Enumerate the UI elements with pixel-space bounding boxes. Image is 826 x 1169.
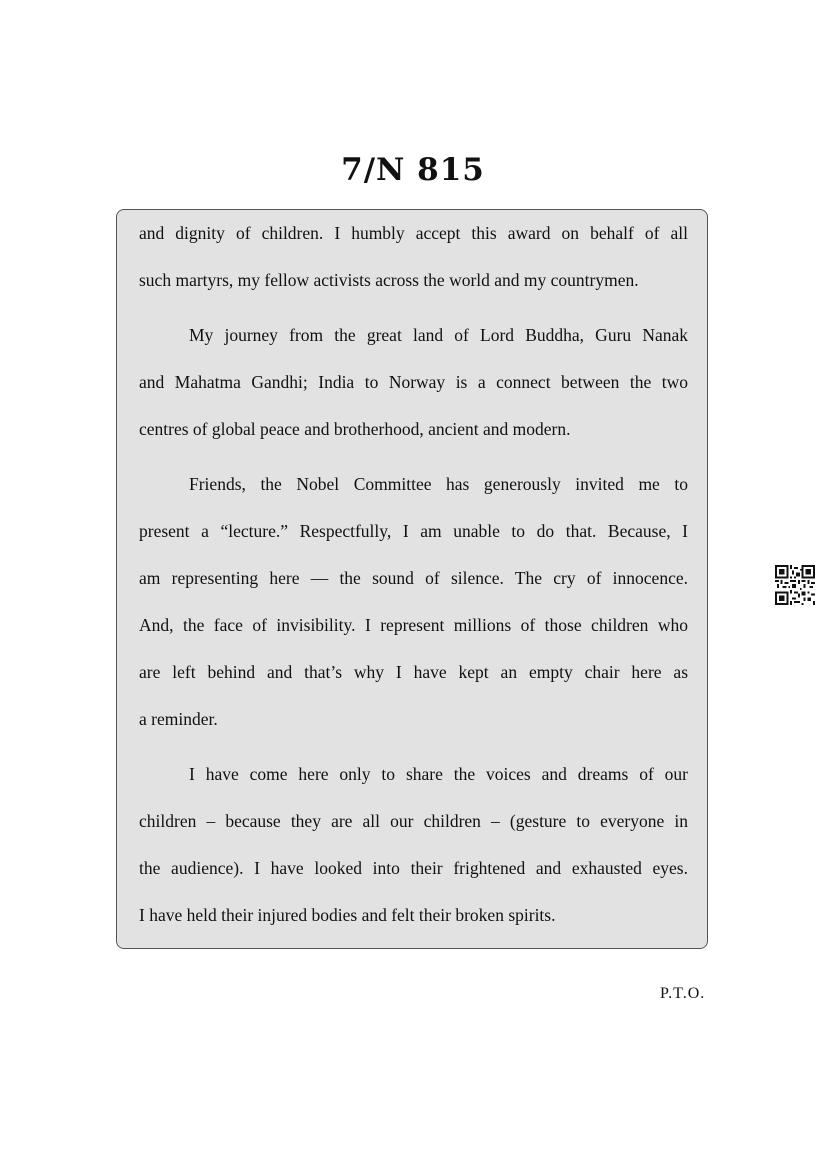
- text-line: the audience). I have looked into their frightened and exhausted eyes.: [139, 858, 688, 878]
- text-line: And, the face of invisibility. I represent millions of those children who: [139, 615, 688, 635]
- text-line: I have held their injured bodies and felt their broken spirits.: [139, 905, 556, 925]
- pto-label: P.T.O.: [660, 985, 706, 1002]
- text-line: such martyrs, my fellow activists across the world and my countrymen.: [139, 270, 639, 290]
- paragraph-4: [139, 761, 688, 949]
- text-line: Friends, the Nobel Committee has generously invited me to: [189, 474, 688, 494]
- text-line: am representing here — the sound of silence. The cry of innocence.: [139, 568, 688, 588]
- page-title: 7/N 815: [341, 152, 485, 188]
- paragraph-3: [139, 471, 688, 753]
- paragraph-1: [139, 220, 688, 314]
- text-line: and dignity of children. I humbly accept this award on behalf of all: [139, 223, 688, 243]
- text-line: My journey from the great land of Lord Buddha, Guru Nanak: [189, 325, 688, 345]
- passage-box: [116, 209, 708, 949]
- paragraph-2: [139, 322, 688, 463]
- text-line: present a “lecture.” Respectfully, I am unable to do that. Because, I: [139, 521, 688, 541]
- text-line: I have come here only to share the voices and dreams of our: [189, 764, 688, 784]
- text-line: a reminder.: [139, 709, 218, 729]
- text-line: children – because they are all our children – (gesture to everyone in: [139, 811, 688, 831]
- qr-code-icon: [775, 565, 815, 605]
- text-line: and Mahatma Gandhi; India to Norway is a connect between the two: [139, 372, 688, 392]
- text-line: are left behind and that’s why I have kept an empty chair here as: [139, 662, 688, 682]
- text-line: centres of global peace and brotherhood, ancient and modern.: [139, 419, 571, 439]
